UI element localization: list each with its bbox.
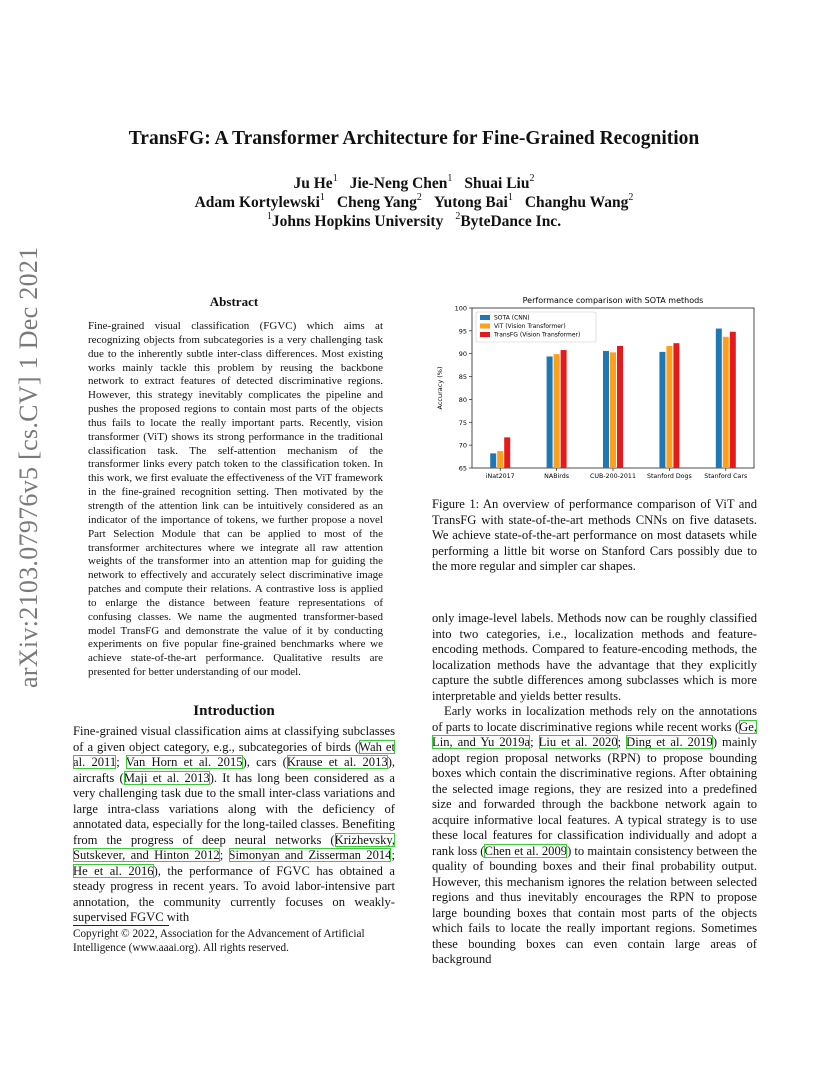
abstract-heading: Abstract [209, 294, 259, 309]
right-text-run: ; [530, 735, 539, 749]
bar-1-1 [554, 354, 560, 468]
right-paragraph-2 [432, 704, 757, 968]
legend-label-0: SOTA (CNN) [494, 314, 530, 322]
copyright-footnote: Copyright © 2022, Association for the Advancement of Artificial Intelligence (www.aaai.org). All rights reserved. [73, 928, 365, 954]
author-0: Adam Kortylewski$^1$ [194, 192, 325, 211]
bar-2-1 [561, 350, 567, 468]
intro-citation-link[interactable]: Van Horn et al. 2015 [125, 755, 243, 769]
x-tick-label: Stanford Dogs [646, 473, 692, 480]
author-1: Cheng Yang$^2$ [336, 192, 422, 211]
intro-citation-link[interactable]: Maji et al. 2013 [123, 770, 210, 785]
intro-text-run: ). It has long been considered as a very challenging task due to the small inter-class variations and large intra-class variations along with the deficiency of annotated data, especially for the long-tailed classes. Benefiting from the progress of deep neural networks ( [73, 770, 396, 847]
y-tick-label: 70 [458, 441, 467, 450]
y-tick-label: 80 [458, 395, 467, 404]
intro-citation-link[interactable]: He et al. 2016 [73, 863, 154, 878]
legend-label-2: TransFG (Vision Transformer) [494, 331, 581, 339]
y-tick-label: 95 [458, 327, 467, 336]
intro-citation-link[interactable]: Simonyan and Zisserman 2014 [228, 848, 392, 862]
right-text-run: ) mainly adopt region proposal networks (RPN) to propose bounding boxes which contain the discriminative regions. After obtaining the selected image regions, they are resized into a predefined size and forwarded through the backbone network again to acquire informative local features. A typical strategy is to use these local features for classification individually and adopt a rank loss ( [432, 735, 757, 858]
bar-0-2 [603, 351, 609, 468]
y-tick-label: 85 [458, 373, 467, 382]
affiliation-0: $^1$Johns Hopkins University [266, 211, 444, 230]
legend-swatch-1 [480, 324, 490, 329]
bar-1-0 [497, 451, 503, 468]
introduction-heading: Introduction [193, 703, 275, 719]
y-axis-label: Accuracy (%) [436, 366, 444, 410]
right-citation-link[interactable]: Liu et al. 2020 [538, 735, 618, 749]
intro-text-run: ), aircrafts ( [73, 755, 396, 785]
y-tick-label: 65 [458, 464, 467, 473]
legend-label-1: ViT (Vision Transformer) [494, 323, 566, 330]
author-2: Shuai Liu$^2$ [464, 173, 535, 192]
author-line-2 [0, 194, 828, 212]
x-tick-label: Stanford Cars [704, 473, 748, 480]
intro-text-run: ), cars ( [242, 755, 287, 769]
author-1: Jie-Neng Chen$^1$ [349, 173, 453, 192]
right-citation-link[interactable]: Chen et al. 2009 [484, 843, 568, 858]
bar-1-4 [723, 337, 729, 468]
intro-text-run: ), the performance of FGVC has obtained a steady progress in recent years. To avoid labor-intensive part annotation, the community currently focuses on weakly-supervised FGVC with [73, 863, 395, 924]
right-citation-link[interactable]: Ding et al. 2019 [626, 735, 713, 749]
right-text-run: ; [617, 735, 627, 749]
y-tick-label: 75 [458, 418, 467, 427]
intro-citation-link[interactable]: Wah et al. 2011 [73, 739, 395, 769]
bar-0-3 [659, 352, 665, 468]
paper-title: TransFG: A Transformer Architecture for Fine-Grained Recognition [128, 128, 700, 149]
intro-text-run: ; [391, 848, 395, 862]
intro-text-run: ; [116, 755, 126, 769]
introduction-text [73, 724, 395, 926]
arxiv-sidebar-stamp: arXiv:2103.07976v5 [cs.CV] 1 Dec 2021 [14, 246, 43, 688]
intro-text-run: Fine-grained visual classification aims at classifying subclasses of a given object category, e.g., subcategories of birds ( [73, 724, 395, 754]
footnote-rule [73, 925, 169, 926]
bar-2-0 [504, 437, 510, 468]
affiliation-line [0, 213, 828, 231]
right-paragraph-1: only image-level labels. Methods now can be roughly classified into two categories, i.e., localization methods and feature-encoding methods. Compared to feature-encoding methods, the localization methods have the advantage that they explicitly capture the subtle differences among subclasses which is more interpretable and yields better results. [432, 611, 757, 703]
x-tick-label: CUB-200-2011 [590, 473, 636, 480]
right-text-run: Early works in localization methods rely on the annotations of parts to locate discriminative regions while recent works ( [432, 704, 757, 734]
x-tick-label: NABirds [544, 473, 570, 480]
author-line-1 [0, 175, 828, 193]
bar-0-4 [716, 329, 722, 468]
bar-0-0 [490, 453, 496, 468]
author-0: Ju He$^1$ [293, 173, 338, 192]
intro-citation-link[interactable]: Krizhevsky, Sutskever, and Hinton 2012 [73, 832, 395, 862]
bar-0-1 [547, 356, 553, 468]
performance-bar-chart [432, 292, 762, 482]
intro-text-run: ; [219, 848, 229, 862]
bar-2-4 [730, 332, 736, 468]
right-text-run: ) to maintain consistency between the quality of bounding boxes and their final probability output. However, this mechanism ignores the relation between selected regions and thus inevitably encourages the RPN to propose large bounding boxes that contain most parts of the objects which fails to locate the really important regions. Sometimes these bounding boxes can even contain large areas of background [432, 843, 757, 966]
right-column-text [432, 611, 757, 968]
y-tick-label: 100 [454, 304, 467, 313]
bar-1-2 [610, 352, 616, 468]
legend-swatch-2 [480, 332, 490, 337]
bar-1-3 [666, 346, 672, 468]
author-2: Yutong Bai$^1$ [433, 192, 513, 211]
right-citation-link[interactable]: Ge, Lin, and Yu 2019a [432, 719, 757, 749]
bar-2-2 [617, 346, 623, 468]
figure-1-caption: Figure 1: An overview of performance comparison of ViT and TransFG with state-of-the-art methods CNNs on five datasets. We achieve state-of-the-art performance on most datasets while performing a little bit worse on Stanford Cars possibly due to the more regular and simpler car shapes. [432, 497, 757, 573]
bar-2-3 [673, 343, 679, 468]
intro-citation-link[interactable]: Krause et al. 2013 [286, 755, 388, 769]
legend-swatch-0 [480, 315, 490, 320]
abstract-text: Fine-grained visual classification (FGVC) which aims at recognizing objects from subcategories is a very challenging task due to the inherently subtle inter-class differences. Most existing works mainly tackle this problem by reusing the backbone network to extract features of detected discriminative regions. However, this strategy inevitably complicates the pipeline and pushes the proposed regions to contain most parts of the objects thus fails to locate the really important parts. Recently, vision transformer (ViT) shows its strong performance in the traditional classification task. The self-attention mechanism of the transformer links every patch token to the classification token. In this work, we first evaluate the effectiveness of the ViT framework in the fine-grained recognition setting. Then motivated by the strength of the attention link can be intuitively considered as an indicator of the importance of tokens, we further propose a novel Part Selection Module that can be applied to most of the transformer architectures where we integrate all raw attention weights of the transformer into an attention map for guiding the network to effectively and accurately select discriminative image patches and compute their relations. A contrastive loss is applied to enlarge the distance between feature representations of confusing classes. We name the augmented transformer-based model TransFG and demonstrate the value of it by conducting experiments on five popular fine-grained benchmarks where we achieve state-of-the-art performance. Qualitative results are presented for better understanding of our model. [88, 320, 383, 679]
chart-title: Performance comparison with SOTA methods [522, 296, 704, 305]
y-tick-label: 90 [458, 350, 467, 359]
author-3: Changhu Wang$^2$ [524, 192, 634, 211]
x-tick-label: iNat2017 [485, 473, 515, 480]
affiliation-1: $^2$ByteDance Inc. [455, 211, 562, 230]
